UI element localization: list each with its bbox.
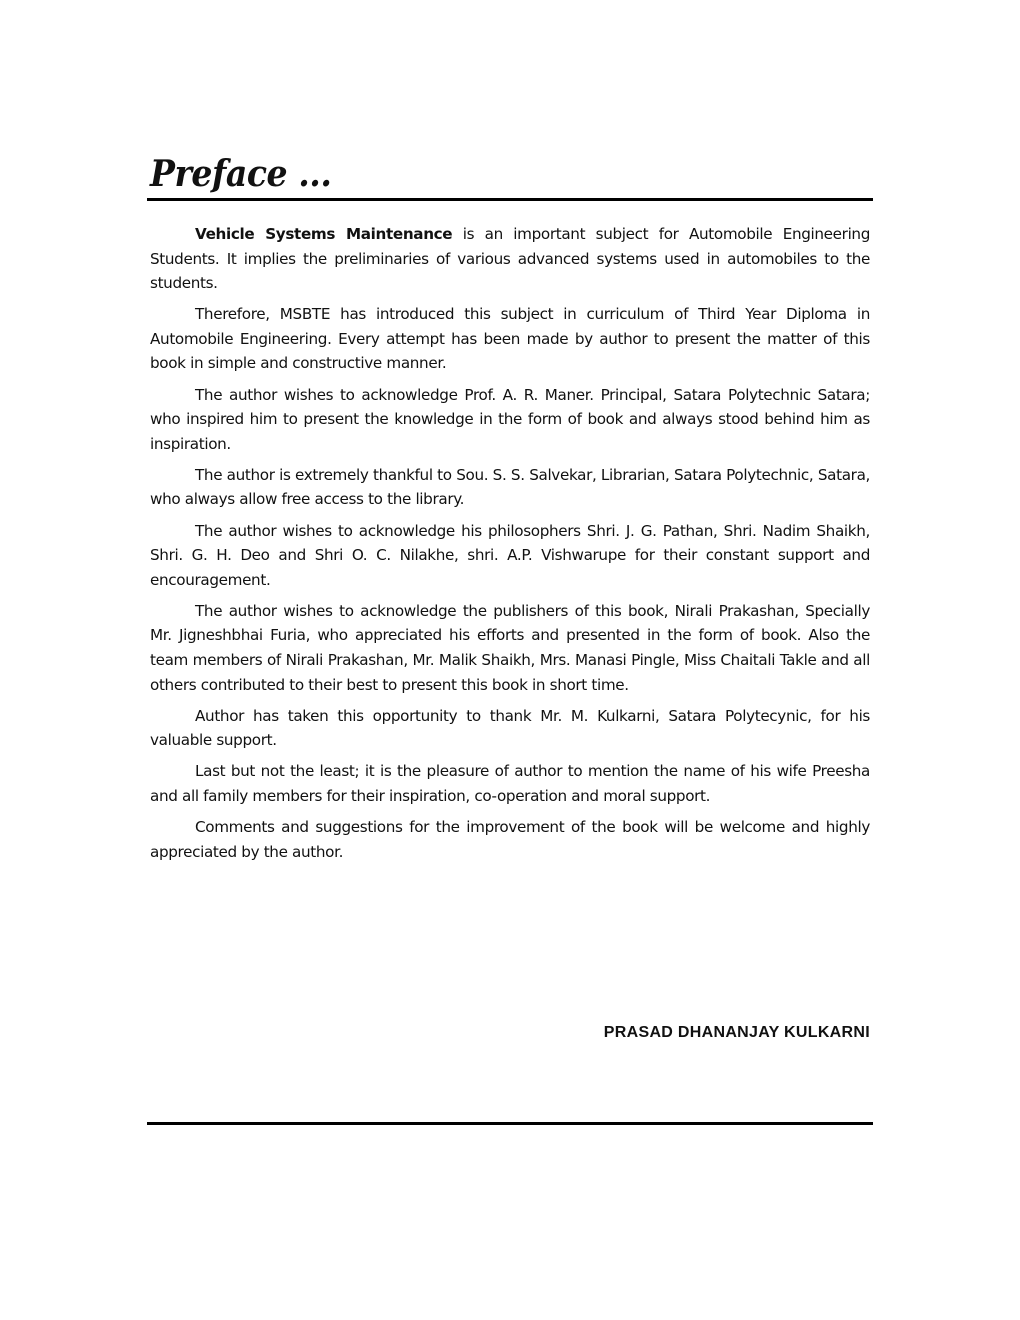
paragraph — [150, 222, 870, 296]
paragraph: Therefore, MSBTE has introduced this subject in curriculum of Third Year Diploma in Automobile Engineering. Every attempt has been made by author to present the matter of this book in simple and constructive manner. — [150, 305, 870, 373]
title-divider — [147, 198, 873, 201]
paragraph: Comments and suggestions for the improvement of the book will be welcome and highly appreciated by the author. — [150, 818, 870, 861]
paragraph: The author wishes to acknowledge Prof. A. R. Maner. Principal, Satara Polytechnic Satara; who inspired him to present the knowledge in the form of book and always stood behind him as inspiration. — [150, 385, 870, 453]
page-title: Preface ... — [150, 153, 332, 195]
paragraph: Last but not the least; it is the pleasure of author to mention the name of his wife Preesha and all family members for their inspiration, co-operation and moral support. — [150, 762, 870, 805]
paragraph: The author wishes to acknowledge his philosophers Shri. J. G. Pathan, Shri. Nadim Shaikh, Shri. G. H. Deo and Shri O. C. Nilakhe, shri. A.P. Vishwarupe for their constant support and encouragement. — [150, 521, 870, 589]
subject-name: Vehicle Systems Maintenance — [195, 225, 453, 243]
paragraph-text: is an important subject for Automobile Engineering Students. It implies the preliminaries of various advanced systems used in automobiles to the students. — [150, 225, 871, 293]
author-signature: PRASAD DHANANJAY KULKARNI — [603, 1024, 870, 1041]
footer-divider — [147, 1122, 873, 1125]
preface-body — [150, 222, 870, 871]
paragraph: The author is extremely thankful to Sou. S. S. Salvekar, Librarian, Satara Polytechnic, Satara, who always allow free access to the library. — [150, 465, 870, 509]
paragraph: The author wishes to acknowledge the publishers of this book, Nirali Prakashan, Specially Mr. Jigneshbhai Furia, who appreciated his efforts and presented in the form of book. Also the team members of Nirali Prakashan, Mr. Malik Shaikh, Mrs. Manasi Pingle, Miss Chaitali Takle and all others contributed to their best to present this book in short time. — [150, 601, 870, 694]
paragraph: Author has taken this opportunity to thank Mr. M. Kulkarni, Satara Polytecynic, for his valuable support. — [150, 706, 870, 750]
